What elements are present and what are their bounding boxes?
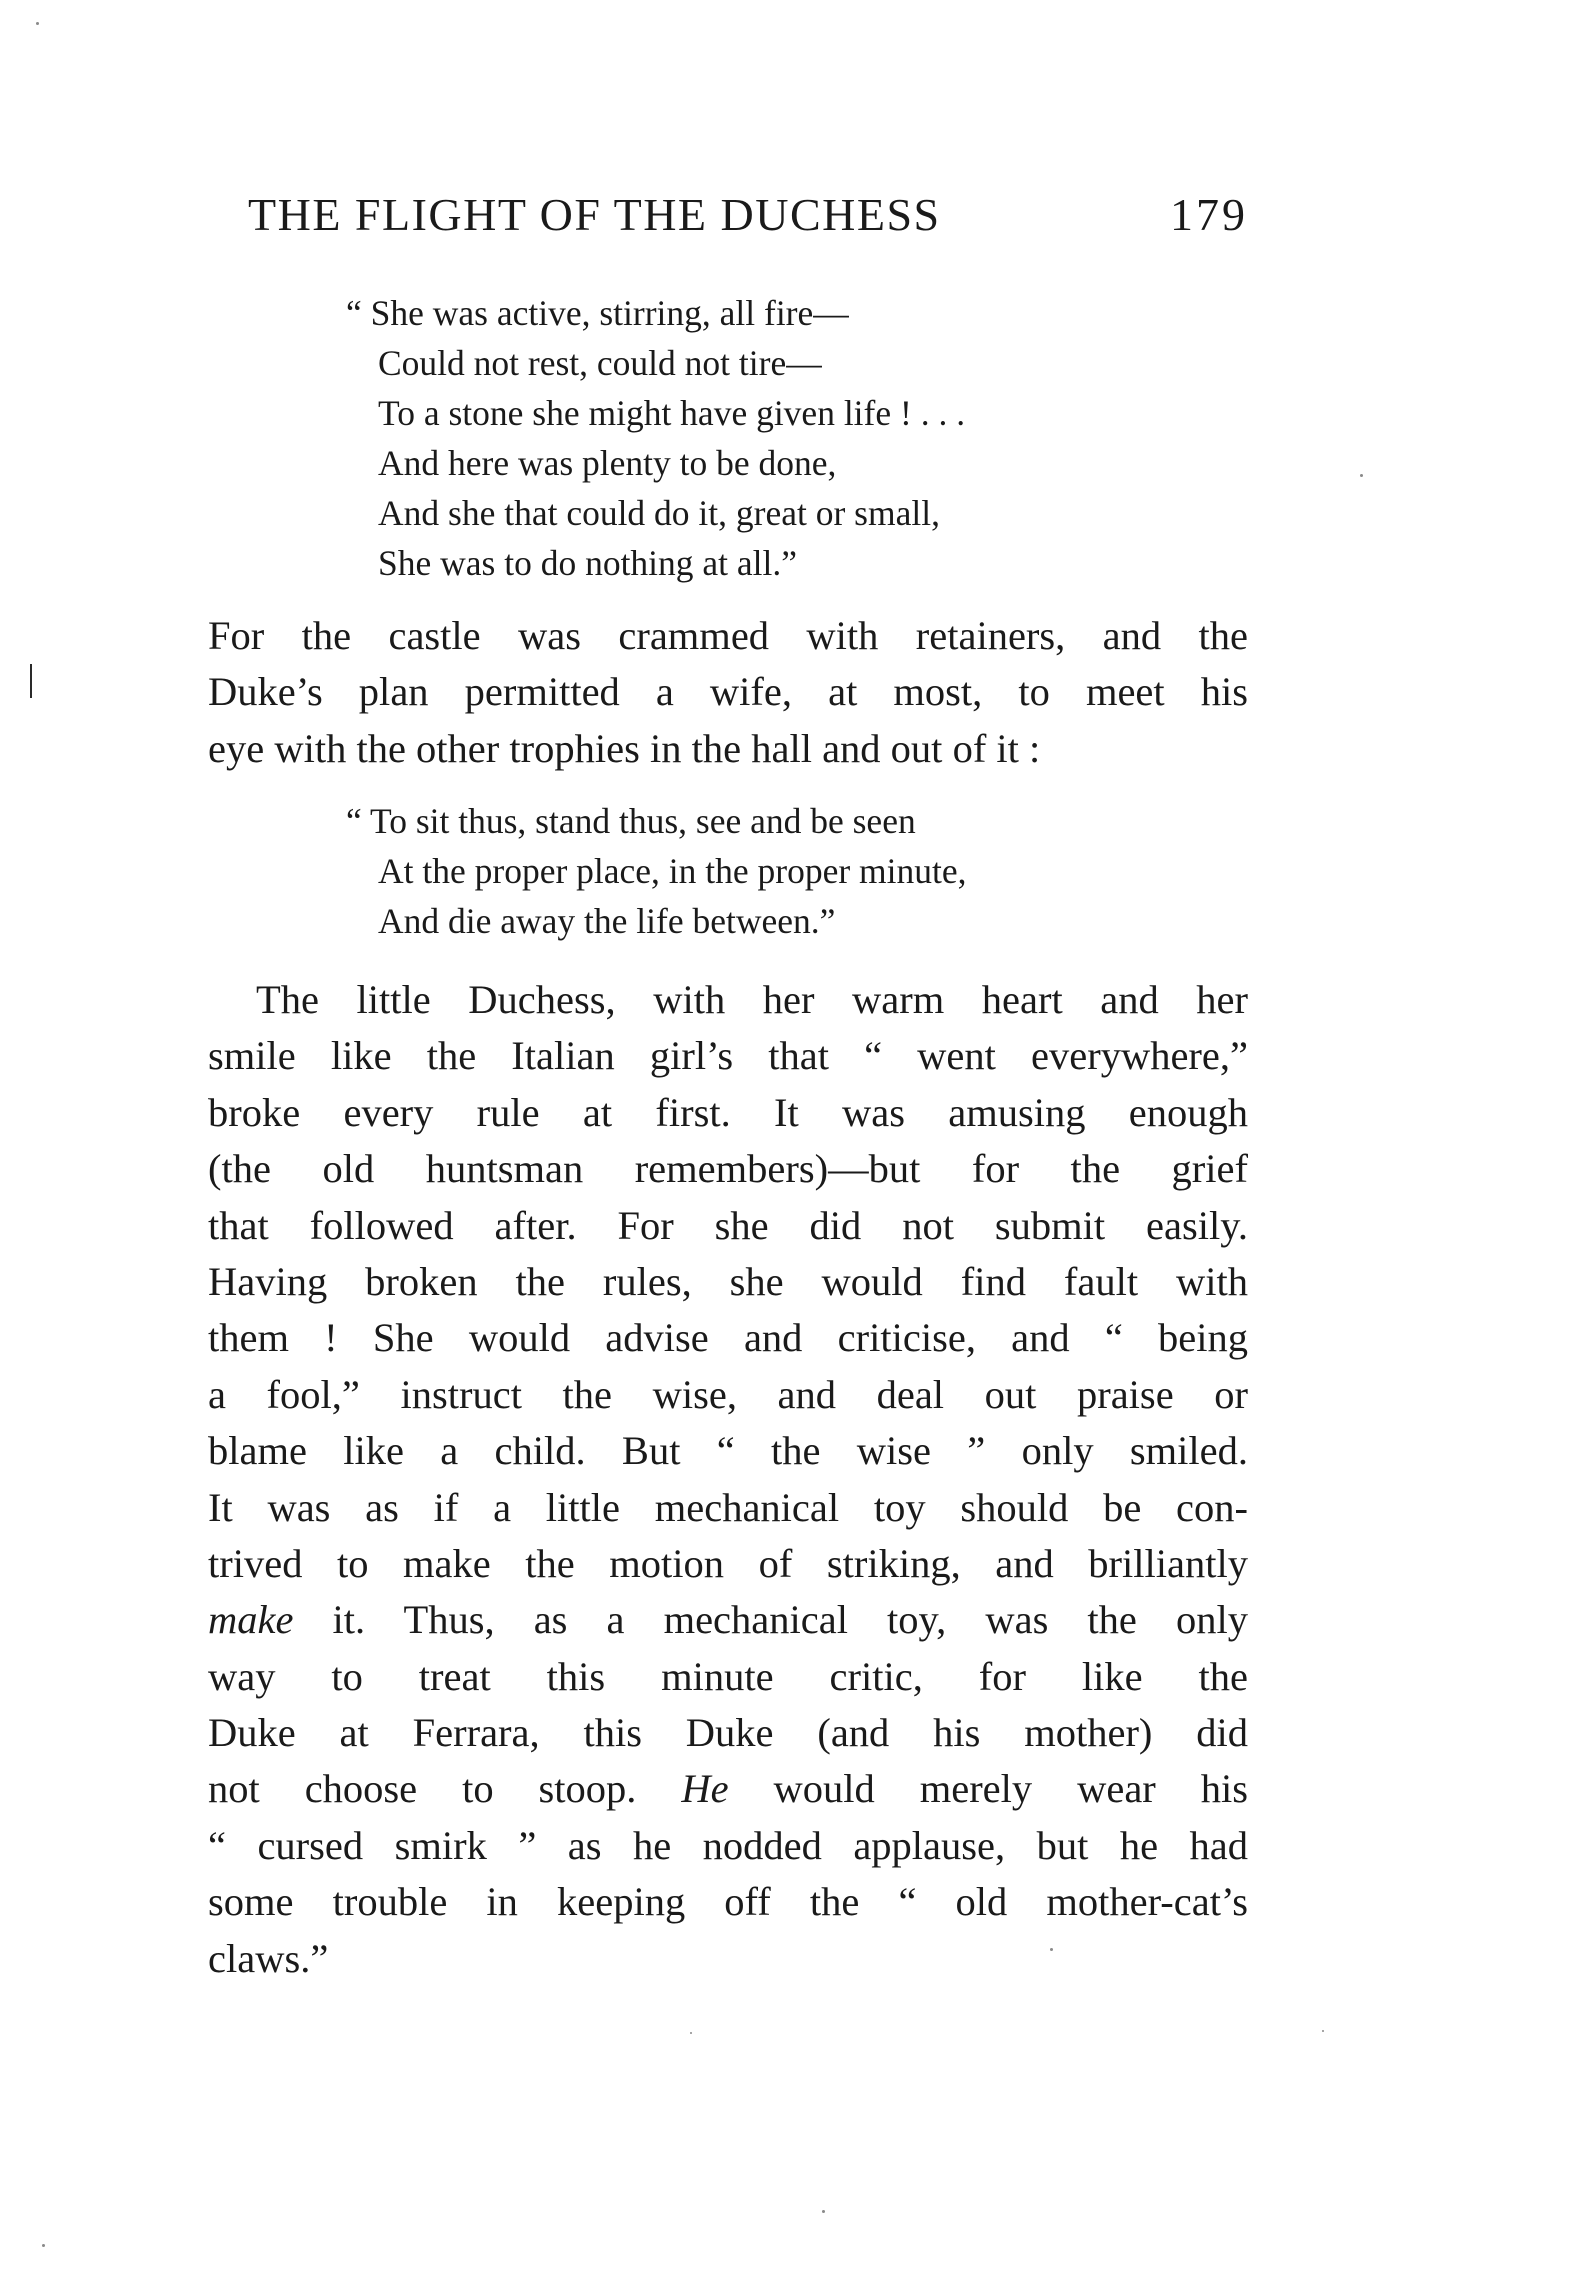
paper-speck — [1322, 2030, 1324, 2032]
paper-speck — [690, 2032, 692, 2034]
prose-line: (the old huntsman remembers)—but for the grief — [208, 1146, 1248, 1192]
prose-line: broke every rule at first. It was amusing enough — [208, 1089, 1248, 1135]
paper-speck — [1050, 1948, 1053, 1951]
prose-line: For the castle was crammed with retainers, and the — [208, 613, 1248, 658]
verse-line: And here was plenty to be done, — [378, 443, 837, 483]
prose-line: smile like the Italian girl’s that “ went everywhere,” — [208, 1033, 1248, 1079]
prose-line: way to treat this minute critic, for like the — [208, 1653, 1248, 1699]
prose-line: a fool,” instruct the wise, and deal out praise or — [208, 1371, 1248, 1417]
margin-mark — [30, 664, 32, 698]
prose-paragraph-2 — [208, 972, 1248, 1987]
prose-line: blame like a child. But “ the wise ” only smiled. — [208, 1428, 1248, 1474]
paper-speck — [42, 2244, 45, 2247]
prose-line: Duke at Ferrara, this Duke (and his mother) did — [208, 1710, 1248, 1756]
verse-line: She was to do nothing at all.” — [378, 543, 798, 583]
prose-line: Having broken the rules, she would find fault with — [208, 1258, 1248, 1304]
verse-line: “ She was active, stirring, all fire— — [346, 293, 849, 333]
prose-line: claws.” — [208, 1935, 329, 1981]
verse-quotation-1 — [346, 288, 965, 588]
italic-word: make — [208, 1597, 294, 1643]
prose-fragment: it. Thus, as a mechanical toy, was the only — [293, 1597, 1248, 1643]
prose-paragraph-1 — [208, 608, 1248, 777]
prose-line: some trouble in keeping off the “ old mother-cat’s — [208, 1879, 1248, 1925]
page-number: 179 — [1170, 189, 1248, 240]
verse-line: At the proper place, in the proper minute, — [378, 851, 967, 891]
verse-line: To a stone she might have given life ! . . . — [378, 393, 966, 433]
paper-speck — [1360, 474, 1363, 477]
running-head — [248, 188, 1248, 258]
prose-line — [208, 1592, 1248, 1648]
prose-line: The little Duchess, with her warm heart and her — [256, 977, 1248, 1022]
running-title: THE FLIGHT OF THE DUCHESS — [248, 189, 941, 240]
prose-line: Duke’s plan permitted a wife, at most, to meet his — [208, 669, 1248, 715]
prose-line: trived to make the motion of striking, and brilliantly — [208, 1540, 1248, 1586]
prose-line: that followed after. For she did not submit easily. — [208, 1202, 1248, 1248]
italic-word: He — [681, 1766, 729, 1812]
verse-line: And die away the life between.” — [378, 901, 836, 941]
prose-line — [208, 1761, 1248, 1817]
verse-line: And she that could do it, great or small, — [378, 493, 940, 533]
prose-line: It was as if a little mechanical toy should be con- — [208, 1484, 1248, 1530]
prose-line: eye with the other trophies in the hall and out of it : — [208, 725, 1041, 771]
verse-line: Could not rest, could not tire— — [378, 343, 822, 383]
verse-quotation-2 — [346, 796, 967, 946]
prose-line: them ! She would advise and criticise, and “ being — [208, 1315, 1248, 1361]
paper-speck — [36, 22, 39, 25]
verse-line: “ To sit thus, stand thus, see and be seen — [346, 801, 916, 841]
paper-speck — [822, 2210, 825, 2213]
prose-line: “ cursed smirk ” as he nodded applause, but he had — [208, 1822, 1248, 1868]
prose-fragment: not choose to stoop. — [208, 1766, 682, 1812]
prose-fragment: would merely wear his — [728, 1766, 1248, 1812]
